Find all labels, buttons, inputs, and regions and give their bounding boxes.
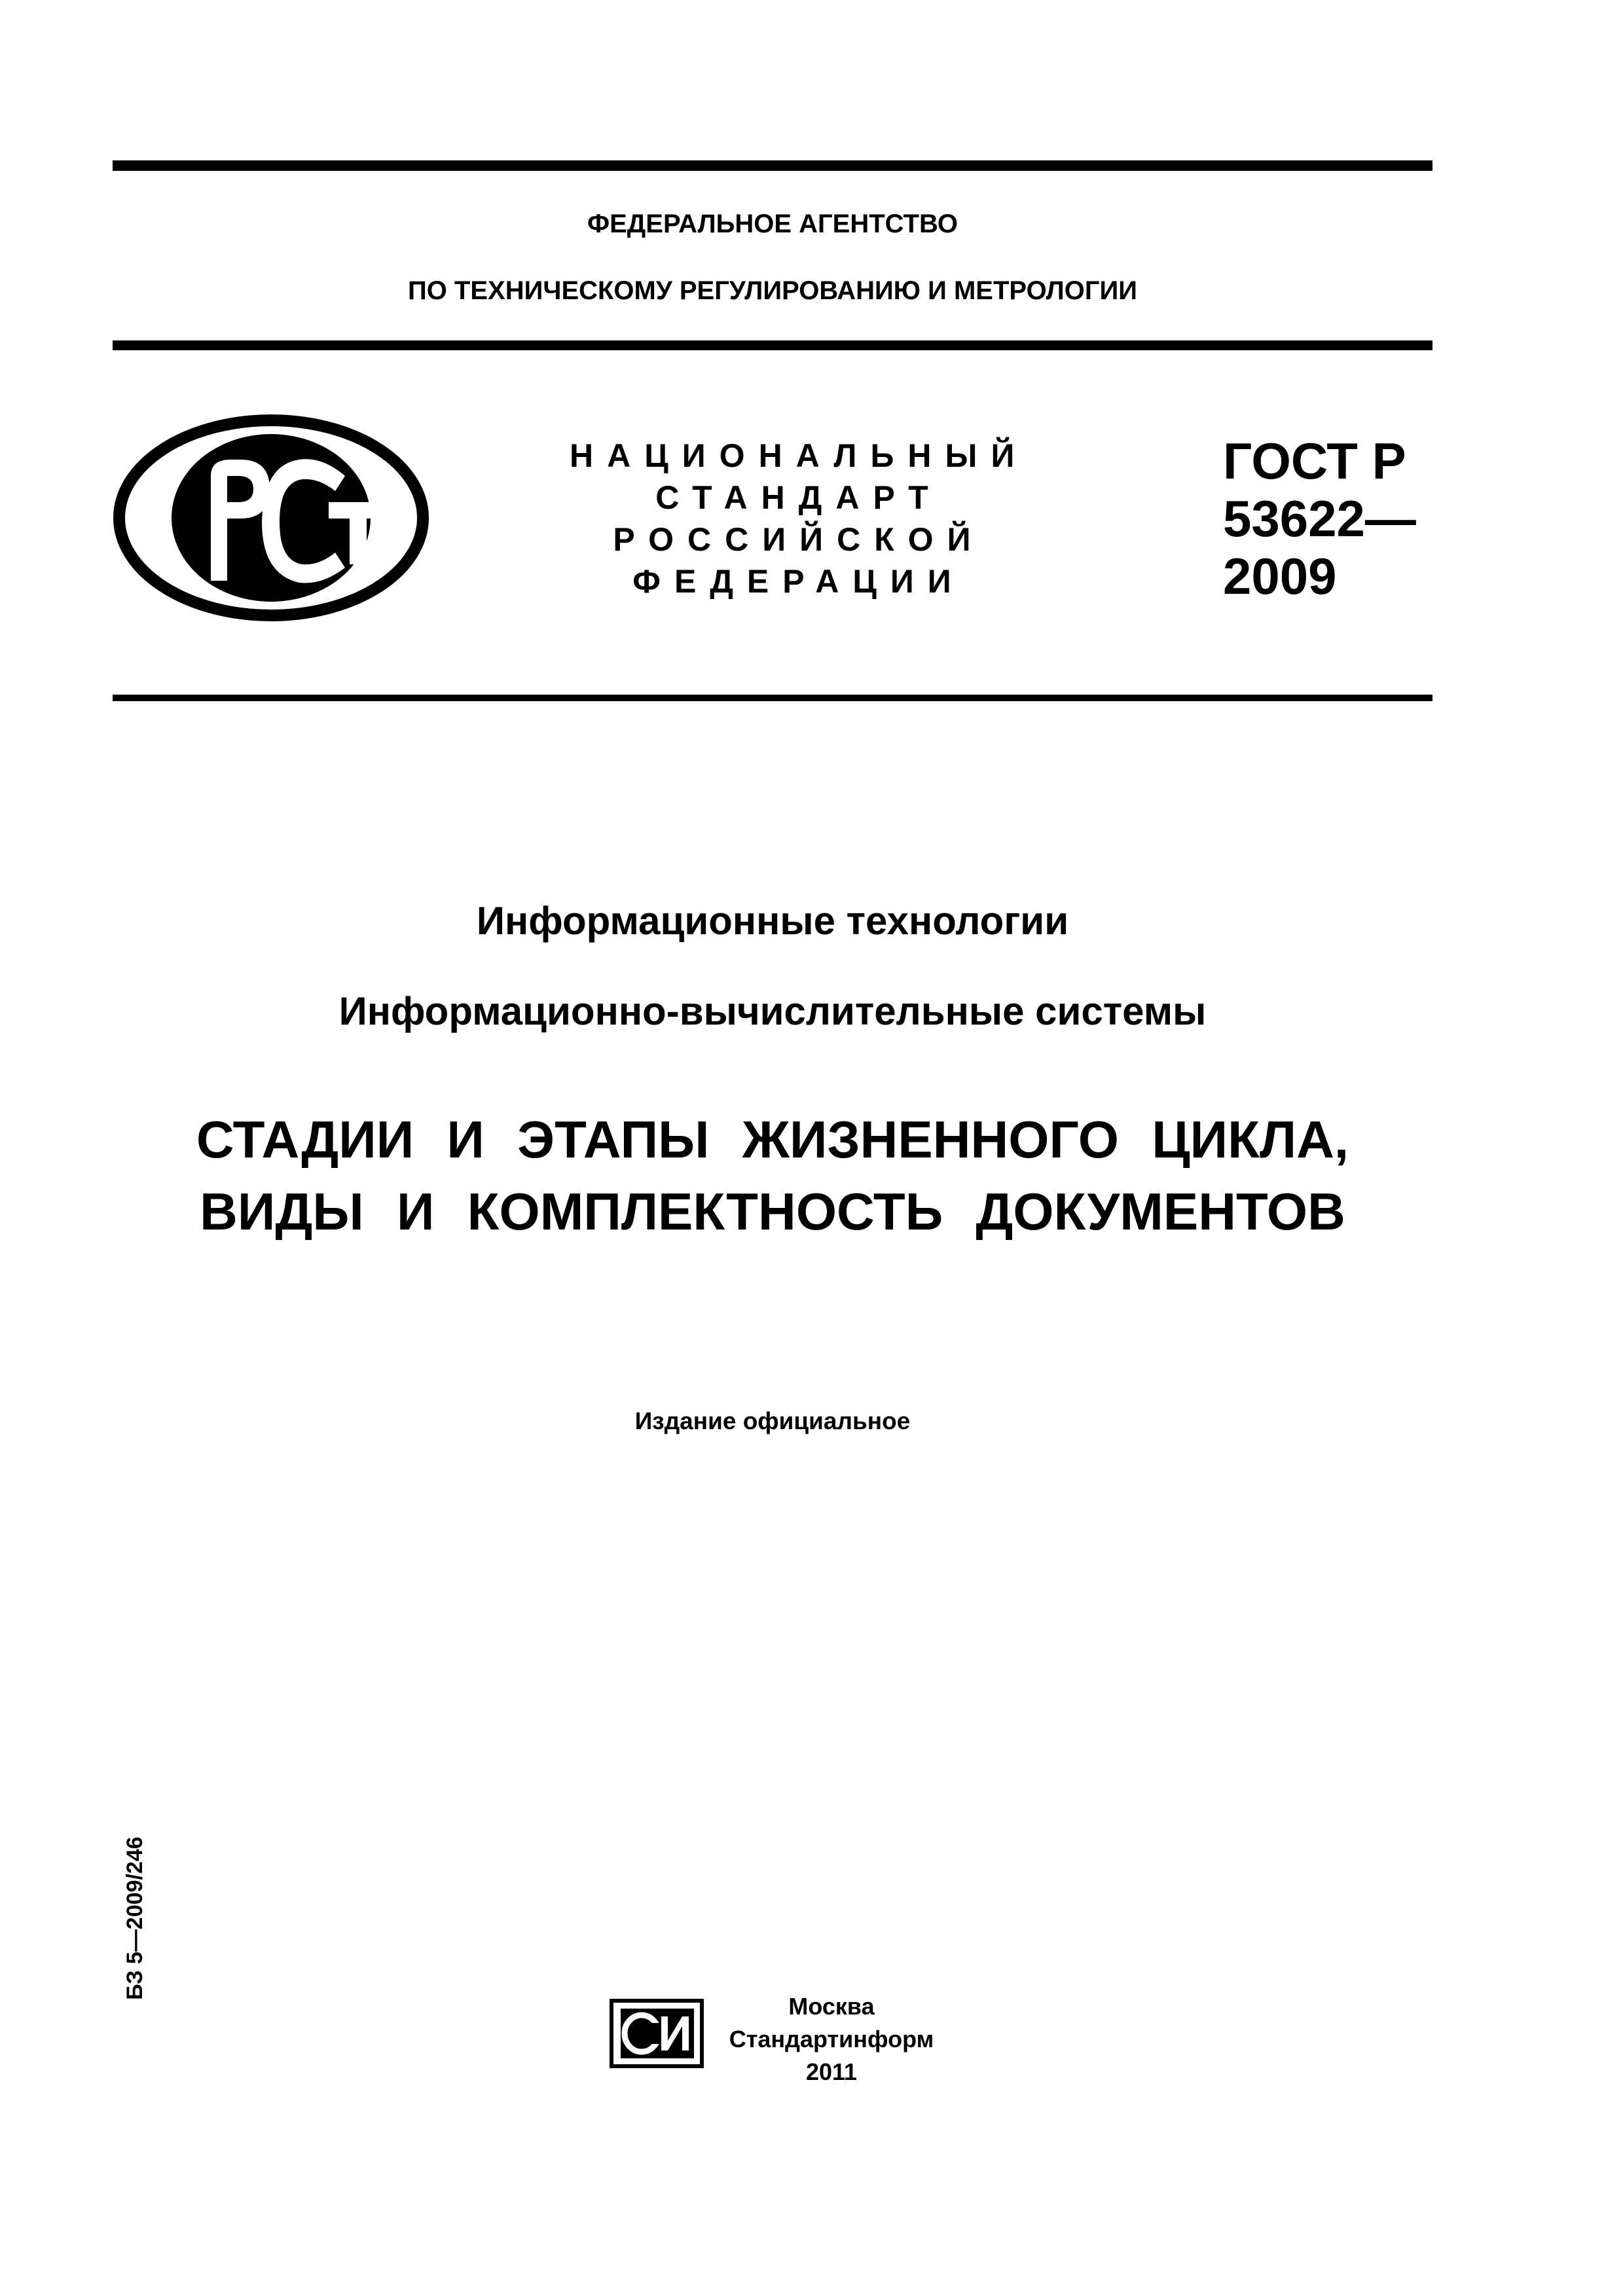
- national-line-1: НАЦИОНАЛЬНЫЙ: [570, 437, 1029, 474]
- middle-rule: [113, 340, 1432, 350]
- top-rule: [113, 160, 1432, 171]
- designation-line-2: 53622—: [1223, 490, 1416, 547]
- subject-title-line2: Информационно-вычислительные системы: [338, 989, 1207, 1033]
- subject-title-line1: Информационные технологии: [476, 899, 1069, 943]
- agency-name-line2: ПО ТЕХНИЧЕСКОМУ РЕГУЛИРОВАНИЮ И МЕТРОЛОГИИ: [407, 276, 1138, 305]
- standard-designation: [1223, 432, 1432, 605]
- designation-line-1: ГОСТ Р: [1223, 432, 1406, 490]
- document-title-line2: ВИДЫ И КОМПЛЕКТНОСТЬ ДОКУМЕНТОВ: [200, 1182, 1345, 1241]
- publisher-year: 2011: [805, 2058, 858, 2085]
- publisher-city: Москва: [788, 1993, 875, 2020]
- edition-label: Издание официальное: [634, 1408, 911, 1434]
- publisher-imprint: [720, 1990, 943, 2088]
- side-code-label: БЗ 5—2009/246: [122, 1836, 147, 2000]
- bottom-rule: [113, 695, 1432, 701]
- publisher-name: Стандартинформ: [729, 2026, 934, 2052]
- rst-logo-icon: [113, 414, 429, 622]
- agency-name-line1: ФЕДЕРАЛЬНОЕ АГЕНТСТВО: [587, 210, 958, 238]
- document-title-line1: СТАДИИ И ЭТАПЫ ЖИЗНЕННОГО ЦИКЛА,: [196, 1110, 1349, 1169]
- national-standard-label: [570, 435, 1028, 602]
- national-line-3: РОССИЙСКОЙ: [613, 521, 985, 558]
- standartinform-logo-icon: [608, 1997, 706, 2070]
- designation-line-3: 2009: [1223, 547, 1337, 605]
- national-line-2: СТАНДАРТ: [655, 479, 942, 516]
- national-line-4: ФЕДЕРАЦИИ: [632, 563, 965, 600]
